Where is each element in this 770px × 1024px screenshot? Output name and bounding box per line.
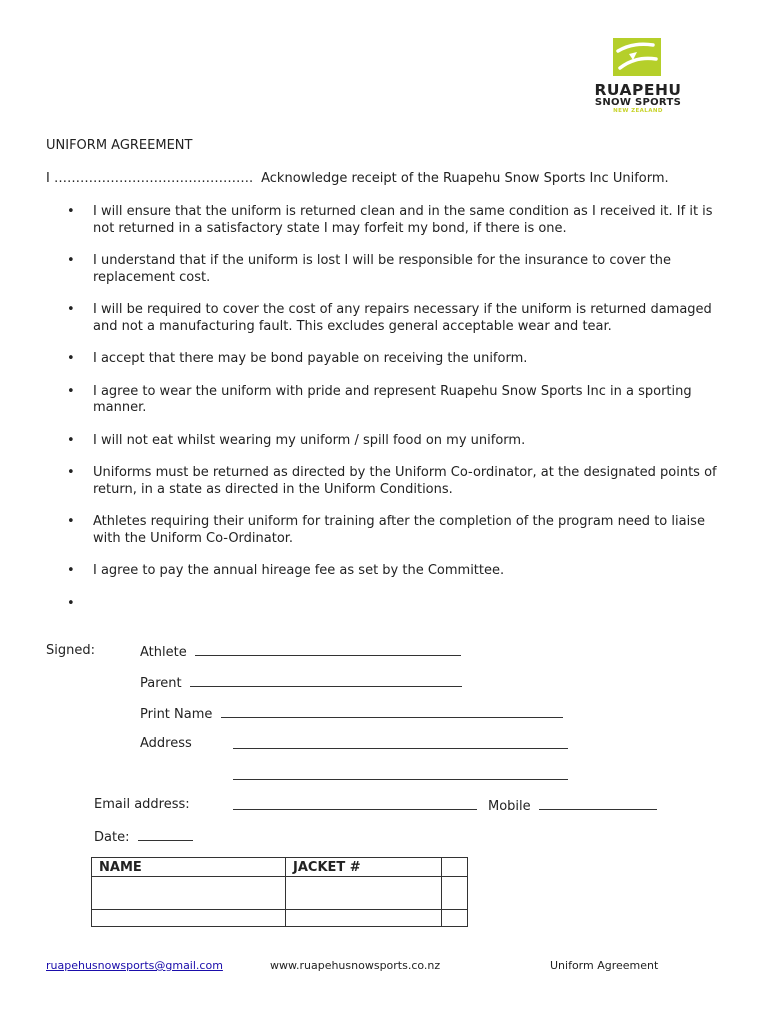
- club-logo: [578, 36, 698, 116]
- table-cell[interactable]: [442, 910, 468, 927]
- parent-signature-line[interactable]: [190, 674, 462, 687]
- acknowledgement-text: Acknowledge receipt of the Ruapehu Snow Sports Inc Uniform.: [261, 171, 669, 186]
- term-text: Athletes requiring their uniform for training after the completion of the program need to liaise with the Uniform Co-Ordinator.: [93, 514, 705, 546]
- footer-email-link[interactable]: ruapehusnowsports@gmail.com: [46, 959, 223, 972]
- print-name-field: [140, 705, 563, 722]
- logo-country: NEW ZEALAND: [613, 108, 663, 114]
- acknowledgement-line: [46, 171, 669, 186]
- table-cell[interactable]: [286, 877, 442, 910]
- terms-list: [46, 204, 726, 612]
- footer-email: [46, 959, 223, 972]
- list-item: [46, 384, 726, 417]
- bullet-icon: •: [67, 595, 75, 611]
- athlete-label: Athlete: [140, 645, 187, 660]
- name-column-header: NAME: [92, 858, 286, 877]
- address-field: [140, 736, 192, 751]
- table-cell[interactable]: [92, 877, 286, 910]
- list-item: [46, 596, 726, 613]
- athlete-signature-line[interactable]: [195, 643, 461, 656]
- extra-column-header: [442, 858, 468, 877]
- bullet-icon: •: [67, 563, 75, 578]
- list-item: [46, 253, 726, 286]
- address-line-2[interactable]: [233, 767, 568, 780]
- date-line[interactable]: [138, 828, 193, 841]
- parent-field: [140, 674, 462, 691]
- athlete-field: [140, 643, 461, 660]
- list-item: [46, 302, 726, 335]
- email-field: [94, 797, 190, 812]
- print-name-line[interactable]: [221, 705, 563, 718]
- term-text: I understand that if the uniform is lost I will be responsible for the insurance to cover the replacement cost.: [93, 253, 671, 285]
- term-text: Uniforms must be returned as directed by the Uniform Co-ordinator, at the designated points of return, in a state as directed in the Uniform Conditions.: [93, 465, 717, 497]
- email-line[interactable]: [233, 797, 477, 810]
- table-header-row: [92, 858, 468, 877]
- mobile-line[interactable]: [539, 797, 657, 810]
- logo-subtitle: SNOW SPORTS: [594, 97, 682, 108]
- list-item: [46, 465, 726, 498]
- bullet-icon: •: [67, 351, 75, 366]
- mobile-label: Mobile: [488, 799, 531, 814]
- bullet-icon: •: [67, 432, 75, 448]
- jacket-column-header: JACKET #: [286, 858, 442, 877]
- bullet-icon: •: [67, 514, 75, 529]
- signed-label: Signed:: [46, 643, 95, 658]
- email-label: Email address:: [94, 797, 190, 812]
- list-item: [46, 351, 726, 368]
- table-cell[interactable]: [92, 910, 286, 927]
- date-field: [94, 828, 193, 845]
- parent-label: Parent: [140, 676, 182, 691]
- email-line-wrap: [233, 797, 477, 814]
- bullet-icon: •: [67, 302, 75, 317]
- jacket-table: [91, 857, 468, 927]
- list-item: [46, 204, 726, 237]
- print-name-label: Print Name: [140, 707, 213, 722]
- term-text: I agree to wear the uniform with pride and represent Ruapehu Snow Sports Inc in a sporting manner.: [93, 383, 692, 415]
- bullet-icon: •: [67, 253, 75, 268]
- date-label: Date:: [94, 830, 130, 845]
- table-row: [92, 910, 468, 927]
- table-row: [92, 877, 468, 910]
- bullet-icon: •: [67, 204, 75, 219]
- address-line-2-wrap: [233, 767, 568, 784]
- list-item: [46, 433, 726, 450]
- table-cell[interactable]: [442, 877, 468, 910]
- mobile-field: [488, 797, 657, 814]
- list-item: [46, 563, 726, 580]
- document-title: UNIFORM AGREEMENT: [46, 138, 193, 153]
- name-blank[interactable]: I ……………………………………….: [46, 171, 254, 186]
- address-label: Address: [140, 736, 192, 751]
- address-line-1[interactable]: [233, 736, 568, 749]
- term-text: I will be required to cover the cost of any repairs necessary if the uniform is returned damaged and not a manufacturing fault. This excludes general acceptable wear and tear.: [93, 302, 712, 334]
- term-text: I accept that there may be bond payable on receiving the uniform.: [93, 351, 528, 366]
- footer-website: www.ruapehusnowsports.co.nz: [270, 959, 441, 972]
- term-text: I agree to pay the annual hireage fee as set by the Committee.: [93, 563, 505, 578]
- list-item: [46, 514, 726, 547]
- logo-name: RUAPEHU: [594, 81, 682, 99]
- ski-logo-icon: [613, 38, 661, 76]
- address-line-1-wrap: [233, 736, 568, 753]
- term-text: I will ensure that the uniform is returned clean and in the same condition as I received it. If it is not returned in a satisfactory state I may forfeit my bond, if there is one.: [93, 204, 713, 236]
- bullet-icon: •: [67, 383, 75, 399]
- footer-doc-name: Uniform Agreement: [550, 959, 659, 972]
- term-text: I will not eat whilst wearing my uniform / spill food on my uniform.: [93, 432, 526, 448]
- bullet-icon: •: [67, 465, 75, 480]
- table-cell[interactable]: [286, 910, 442, 927]
